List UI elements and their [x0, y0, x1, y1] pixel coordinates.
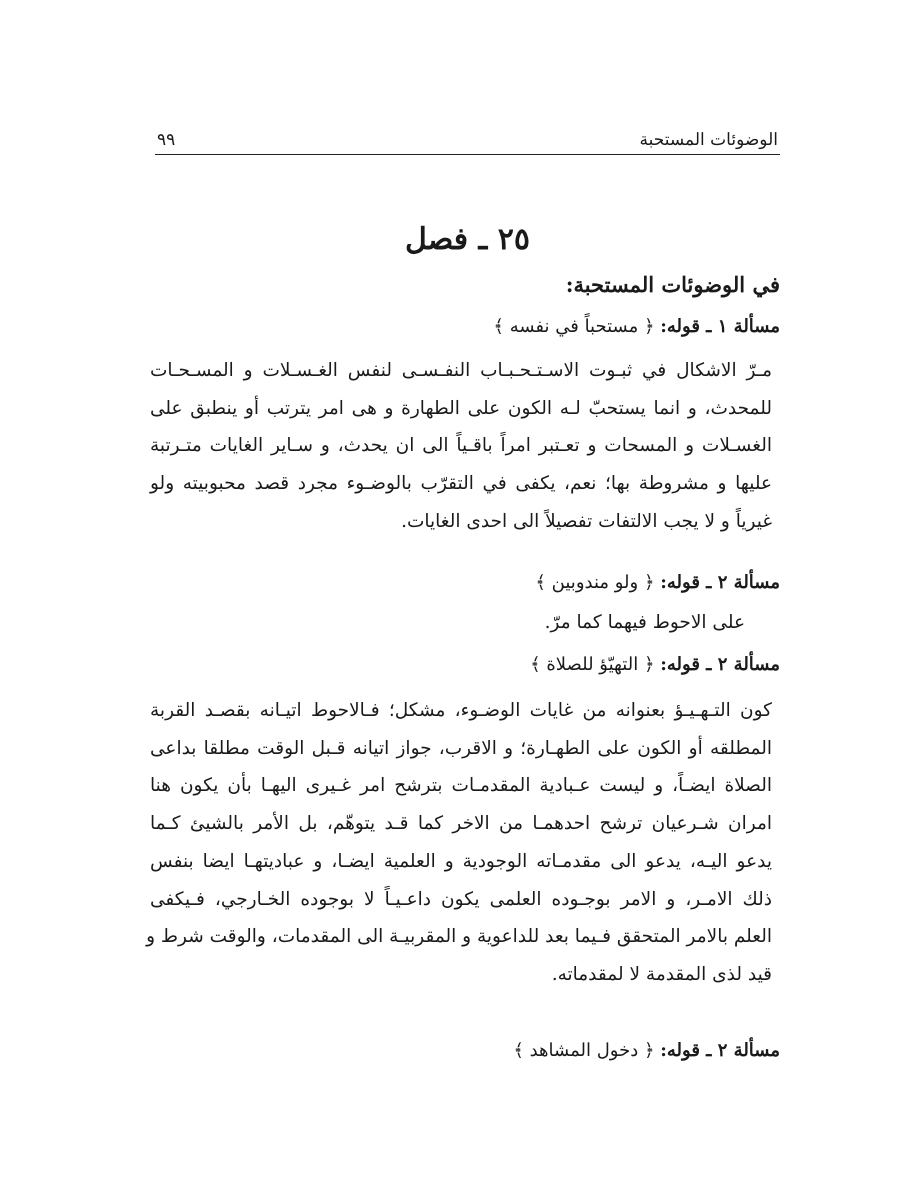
paragraph-line: الصلاة ايضـاً، و ليست عـبادية المقدمـات بترشح امر غـيرى اليهـا بأن يكون هنا	[150, 775, 772, 797]
paragraph-line: المطلقه أو الكون على الطهـارة؛ و الاقرب، جواز اتيانه قـبل الوقت مطلقا بداعى	[150, 737, 772, 759]
question-3-quote: ﴿ التهيّؤ للصلاة ﴾	[530, 654, 655, 675]
question-4-quote: ﴿ دخول المشاهد ﴾	[513, 1040, 655, 1061]
page-number: ٩٩	[157, 130, 176, 150]
question-1-heading	[493, 316, 780, 337]
chapter-heading: ٢٥ ـ فصل	[405, 222, 530, 257]
paragraph-line: يدعو اليـه، يدعو الى مقدمـاته الوجودية و العلمية ايضـا، و عباديتهـا ايضا بنفس	[150, 850, 772, 872]
paragraph-line: مـرّ الاشكال في ثبـوت الاسـتـحـبـاب النفـسـى لنفس الغـسـلات و المسـحـات	[150, 360, 772, 381]
question-2-label: مسألة ٢ ـ قوله:	[660, 572, 780, 593]
question-3-paragraph	[146, 692, 772, 994]
question-3-label: مسألة ٢ ـ قوله:	[660, 654, 780, 675]
paragraph-line: عليها و مشروطة بها؛ نعم، يكفى في التقرّب بالوضـوء مجرد قصد محبوبيته ولو	[150, 473, 772, 495]
paragraph-line: للمحدث، و انما يستحبّ لـه الكون على الطهارة و هى امر يترتب أو ينطبق على	[150, 397, 772, 419]
question-1-label: مسألة ١ ـ قوله:	[660, 316, 780, 337]
question-3-heading	[530, 654, 780, 675]
question-1-quote: ﴿ مستحباً في نفسه ﴾	[493, 316, 655, 337]
section-title: في الوضوئات المستحبة:	[565, 272, 780, 297]
paragraph-line: الغسـلات و المسحات و تعـتبر امراً باقـياً الى ان يحدث، و سـاير الغايات متـرتبة	[150, 435, 772, 457]
paragraph-line: امران شـرعيان ترشح احدهمـا من الاخر كما قـد يتوهّم، بل الأمر بالشيئ كـما	[150, 813, 772, 835]
question-4-label: مسألة ٢ ـ قوله:	[660, 1040, 780, 1061]
paragraph-line: قيد لذى المقدمة لا لمقدماته.	[551, 963, 772, 985]
paragraph-line: كون التـهـيـؤ بعنوانه من غايات الوضـوء، مشكل؛ فـالاحوط اتيـانه بقصـد القربة	[150, 700, 772, 721]
question-2-answer: على الاحوط فيهما كما مرّ.	[544, 612, 745, 633]
paragraph-line: العلم بالامر المتحقق فـيما بعد للداعوية و المقربيـة الى المقدمات، والوقت شرط و	[146, 926, 772, 948]
question-1-paragraph	[150, 352, 772, 541]
running-head	[155, 128, 780, 155]
question-2-quote: ﴿ ولو مندوبين ﴾	[535, 572, 655, 593]
paragraph-line: ذلك الامـر، و الامر بوجـوده العلمى يكون داعـيـاً لا بوجوده الخـارجي، فـيكفى	[150, 888, 772, 910]
question-4-heading	[513, 1040, 780, 1061]
question-2-heading	[535, 572, 780, 593]
paragraph-line: غيرياً و لا يجب الالتفات تفصيلاً الى احدى الغايات.	[401, 510, 772, 532]
running-head-title: الوضوئات المستحبة	[639, 130, 778, 150]
